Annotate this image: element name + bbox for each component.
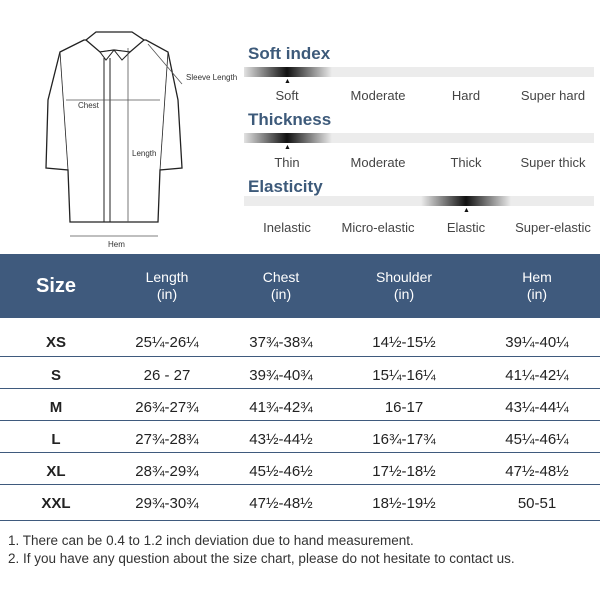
header-unit: (in) bbox=[393, 286, 415, 302]
header-label: Chest bbox=[262, 269, 300, 285]
size-cell: L bbox=[51, 431, 61, 448]
header-label: Length bbox=[145, 269, 189, 285]
size-cell: M bbox=[49, 399, 63, 416]
soft-index-level: Hard bbox=[451, 88, 481, 103]
elasticity-level: Inelastic bbox=[263, 220, 311, 235]
length-cell: 28¾-29¾ bbox=[135, 463, 199, 480]
chest-label: Chest bbox=[78, 101, 99, 110]
soft-index-level: Super hard bbox=[520, 88, 586, 103]
header-chest bbox=[263, 254, 300, 318]
size-cell: XL bbox=[46, 463, 66, 480]
shoulder-cell: 16-17 bbox=[384, 399, 424, 416]
shoulder-cell: 16¾-17¾ bbox=[372, 431, 436, 448]
thickness-level: Thin bbox=[274, 155, 300, 170]
header-unit: (in) bbox=[156, 286, 178, 302]
thickness-title: Thickness bbox=[248, 110, 332, 129]
hem-cell: 39¼-40¼ bbox=[505, 334, 569, 351]
hem-cell: 41¼-42¼ bbox=[505, 367, 569, 384]
elasticity-marker-icon: ▲ bbox=[463, 207, 470, 214]
soft-index-bar-highlight bbox=[244, 67, 332, 77]
shoulder-cell: 15¼-16¼ bbox=[372, 367, 436, 384]
hem-label: Hem bbox=[108, 240, 125, 249]
table-row bbox=[0, 362, 600, 390]
hem-cell: 47½-48½ bbox=[505, 463, 569, 480]
length-cell: 26¾-27¾ bbox=[135, 399, 199, 416]
hem-cell: 43¼-44¼ bbox=[505, 399, 569, 416]
thickness-level: Super thick bbox=[520, 155, 586, 170]
chest-cell: 41¾-42¾ bbox=[249, 399, 313, 416]
header-label: Hem bbox=[522, 269, 552, 285]
thickness-level: Thick bbox=[450, 155, 482, 170]
sleeve-length-label: Sleeve Length bbox=[186, 73, 238, 82]
size-table-header bbox=[0, 254, 600, 318]
length-cell: 29¾-30¾ bbox=[135, 495, 199, 512]
hem-cell: 45¼-46¼ bbox=[505, 431, 569, 448]
elasticity-level: Elastic bbox=[446, 220, 486, 235]
hem-cell: 50-51 bbox=[517, 495, 557, 512]
chest-cell: 47½-48½ bbox=[249, 495, 313, 512]
shirt-diagram bbox=[0, 0, 245, 255]
thickness-bar-highlight bbox=[244, 133, 332, 143]
header-unit: (in) bbox=[526, 286, 548, 302]
soft-index-bar bbox=[244, 67, 594, 77]
elasticity-level: Super-elastic bbox=[515, 220, 591, 235]
shoulder-cell: 17½-18½ bbox=[372, 463, 436, 480]
note-2: 2. If you have any question about the size chart, please do not hesitate to contact us. bbox=[8, 551, 515, 566]
chest-cell: 39¾-40¾ bbox=[249, 367, 313, 384]
chest-cell: 37¾-38¾ bbox=[249, 334, 313, 351]
length-cell: 25¼-26¼ bbox=[135, 334, 199, 351]
row-divider bbox=[0, 520, 600, 521]
chest-cell: 45½-46½ bbox=[249, 463, 313, 480]
table-row bbox=[0, 329, 600, 357]
header-size bbox=[36, 254, 76, 318]
soft-index-marker-icon: ▲ bbox=[284, 78, 291, 85]
size-cell: XS bbox=[45, 334, 67, 351]
header-label: Shoulder bbox=[375, 269, 433, 285]
soft-index-title: Soft index bbox=[248, 44, 331, 63]
length-cell: 27¾-28¾ bbox=[135, 431, 199, 448]
thickness-marker-icon: ▲ bbox=[284, 144, 291, 151]
chest-cell: 43½-44½ bbox=[249, 431, 313, 448]
thickness-bar bbox=[244, 133, 594, 143]
elasticity-title: Elasticity bbox=[248, 177, 323, 196]
table-row bbox=[0, 426, 600, 454]
elasticity-bar-highlight bbox=[421, 196, 511, 206]
soft-index-level: Soft bbox=[275, 88, 299, 103]
length-cell: 26 - 27 bbox=[143, 367, 191, 384]
soft-index-level: Moderate bbox=[350, 88, 406, 103]
shoulder-cell: 18½-19½ bbox=[372, 495, 436, 512]
header-length bbox=[146, 254, 189, 318]
thickness-level: Moderate bbox=[350, 155, 406, 170]
header-hem bbox=[522, 254, 552, 318]
header-label: Size bbox=[35, 274, 77, 297]
header-unit: (in) bbox=[270, 286, 292, 302]
table-row bbox=[0, 490, 600, 518]
shoulder-cell: 14½-15½ bbox=[372, 334, 436, 351]
length-label: Length bbox=[132, 149, 157, 158]
elasticity-bar bbox=[244, 196, 594, 206]
elasticity-level: Micro-elastic bbox=[341, 220, 415, 235]
table-row bbox=[0, 394, 600, 422]
table-row bbox=[0, 458, 600, 486]
note-1: 1. There can be 0.4 to 1.2 inch deviation due to hand measurement. bbox=[8, 533, 414, 548]
size-cell: S bbox=[50, 367, 62, 384]
shirt-illustration bbox=[0, 0, 245, 255]
header-shoulder bbox=[376, 254, 432, 318]
size-cell: XXL bbox=[41, 495, 71, 512]
